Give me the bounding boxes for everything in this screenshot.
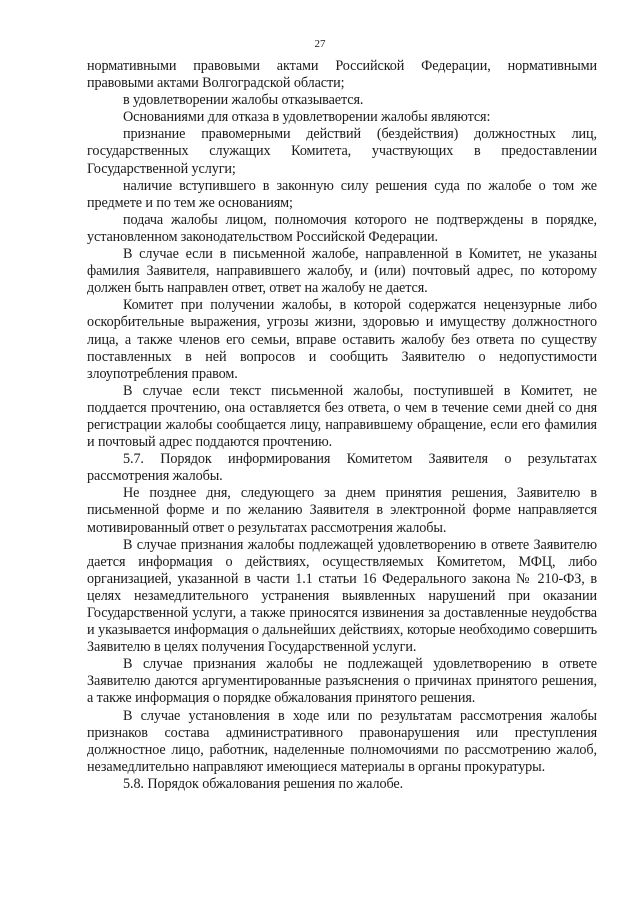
- paragraph: Не позднее дня, следующего за днем принятия решения, Заявителю в письменной форме и по желанию Заявителя в электронной форме направляется мотивированный ответ о результатах рассмотрения жалобы.: [87, 485, 597, 536]
- paragraph: В случае установления в ходе или по результатам рассмотрения жалобы признаков состава административного правонарушения или преступления должностное лицо, работник, наделенные полномочиями по рассмотрению жалоб, незамедлительно направляют имеющиеся материалы в органы прокуратуры.: [87, 707, 597, 775]
- paragraph: В случае если в письменной жалобе, направленной в Комитет, не указаны фамилия Заявителя, направившего жалобу, и (или) почтовый адрес, по которому должен быть направлен ответ, ответ на жалобу не дается.: [87, 246, 597, 297]
- paragraph: Основаниями для отказа в удовлетворении жалобы являются:: [123, 109, 491, 126]
- paragraph: признание правомерными действий (бездействия) должностных лиц, государственных служащих Комитета, участвующих в предоставлении Государственной услуги;: [87, 126, 597, 177]
- paragraph: Комитет при получении жалобы, в которой содержатся нецензурные либо оскорбительные выражения, угрозы жизни, здоровью и имуществу должностного лица, а также членов его семьи, вправе оставить жалобу без ответа по существу поставленных в ней вопросов и сообщить Заявителю о недопустимости злоупотребления правом.: [87, 297, 597, 382]
- paragraph: в удовлетворении жалобы отказывается.: [123, 92, 364, 109]
- paragraph: В случае признания жалобы подлежащей удовлетворению в ответе Заявителю дается информация о действиях, осуществляемых Комитетом, МФЦ, либо организацией, указанной в части 1.1 статьи 16 Федерального закона № 210-ФЗ, в целях незамедлительного устранения выявленных нарушений при оказании Государственной услуги, а также приносятся извинения за доставленные неудобства и указывается информация о дальнейших действиях, которые необходимо совершить Заявителю в целях получения Государственной услуги.: [87, 536, 597, 656]
- paragraph: В случае признания жалобы не подлежащей удовлетворению в ответе Заявителю даются аргументированные разъяснения о причинах принятого решения, а также информация о порядке обжалования принятого решения.: [87, 656, 597, 707]
- page-number: 27: [314, 38, 326, 50]
- document-body: [87, 58, 597, 793]
- paragraph: наличие вступившего в законную силу решения суда по жалобе о том же предмете и по тем же основаниям;: [87, 177, 597, 211]
- paragraph: 5.7. Порядок информирования Комитетом Заявителя о результатах рассмотрения жалобы.: [87, 451, 597, 485]
- paragraph: нормативными правовыми актами Российской Федерации, нормативными правовыми актами Волгоградской области;: [87, 58, 597, 92]
- paragraph: 5.8. Порядок обжалования решения по жалобе.: [123, 775, 404, 792]
- paragraph: В случае если текст письменной жалобы, поступившей в Комитет, не поддается прочтению, она оставляется без ответа, о чем в течение семи дней со дня регистрации жалобы сообщается лицу, направившему обращение, если его фамилия и почтовый адрес поддаются прочтению.: [87, 382, 597, 451]
- paragraph: подача жалобы лицом, полномочия которого не подтверждены в порядке, установленном законодательством Российской Федерации.: [87, 211, 597, 245]
